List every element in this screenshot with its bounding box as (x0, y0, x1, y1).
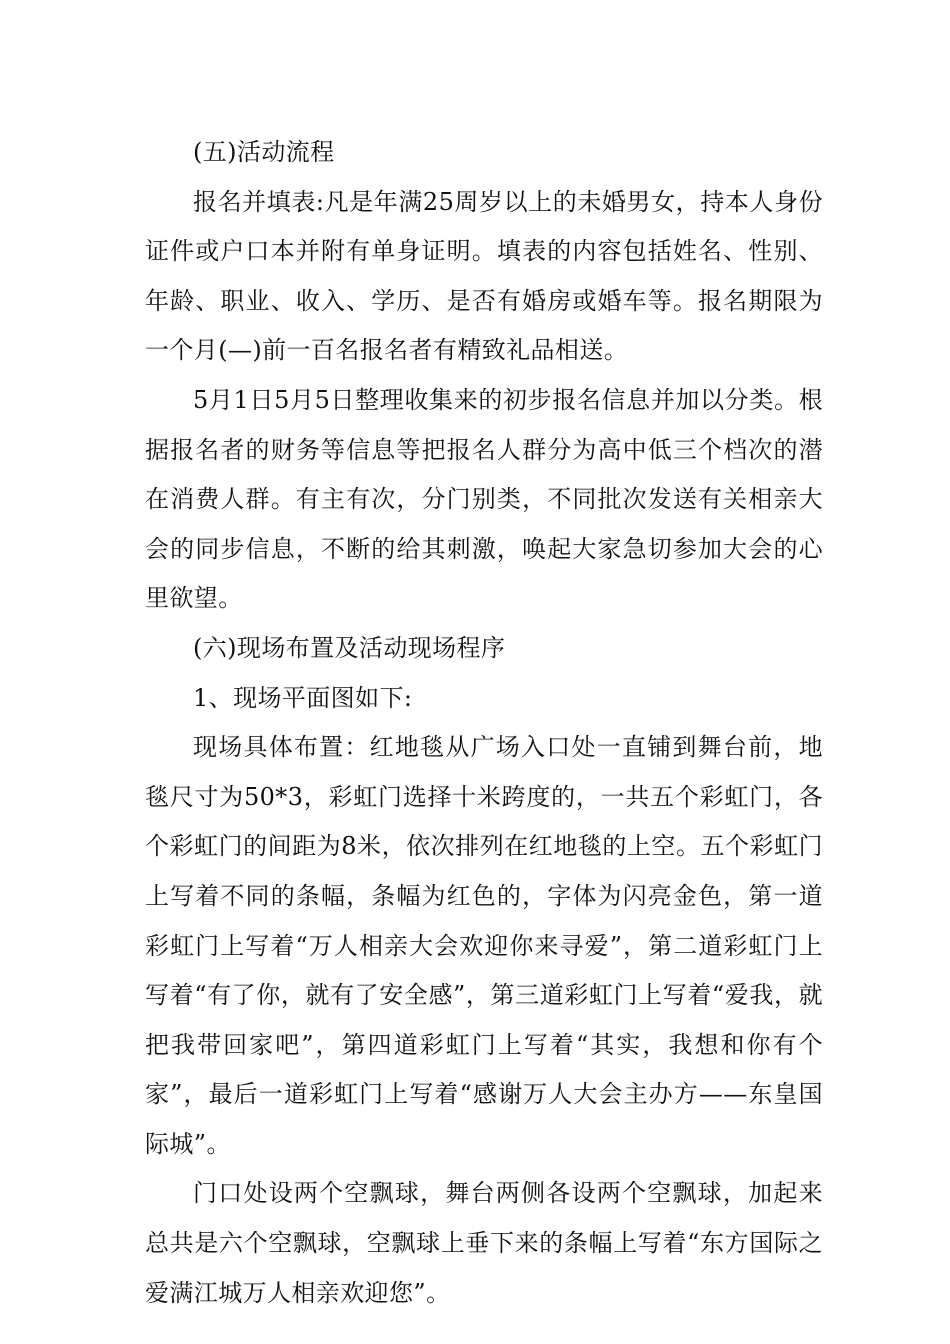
paragraph-floor-plan-label: 1、现场平面图如下: (193, 683, 413, 712)
paragraph-registration: 报名并填表:凡是年满25周岁以上的未婚男女，持本人身份证件或户口本并附有单身证明。填表的内容包括姓名、性别、年龄、职业、收入、学历、是否有婚房或婚车等。报名期限为一个月(—)前一百名报名者有精致礼品相送。 (145, 187, 823, 365)
paragraph-site-arrangement: 现场具体布置：红地毯从广场入口处一直铺到舞台前，地毯尺寸为50*3，彩虹门选择十米跨度的，一共五个彩虹门，各个彩虹门的间距为8米，依次排列在红地毯的上空。五个彩虹门上写着不同的条幅，条幅为红色的，字体为闪亮金色，第一道彩虹门上写着“万人相亲大会欢迎你来寻爱”，第二道彩虹门上写着“有了你，就有了安全感”，第三道彩虹门上写着“爱我，就把我带回家吧”，第四道彩虹门上写着“其实，我想和你有个家”，最后一道彩虹门上写着“感谢万人大会主办方——东皇国际城”。 (145, 733, 823, 1158)
paragraph-classification: 5月1日5月5日整理收集来的初步报名信息并加以分类。根据报名者的财务等信息等把报名人群分为高中低三个档次的潜在消费人群。有主有次，分门别类，不同批次发送有关相亲大会的同步信息，不断的给其刺激，唤起大家急切参加大会的心里欲望。 (145, 385, 823, 613)
document-body (145, 128, 823, 1318)
section-heading-site-layout: (六)现场布置及活动现场程序 (193, 633, 506, 662)
paragraph-balloons: 门口处设两个空飘球，舞台两侧各设两个空飘球，加起来总共是六个空飘球，空飘球上垂下来的条幅上写着“东方国际之爱满江城万人相亲欢迎您”。 (145, 1179, 823, 1307)
section-heading-activity-flow: (五)活动流程 (193, 138, 335, 166)
